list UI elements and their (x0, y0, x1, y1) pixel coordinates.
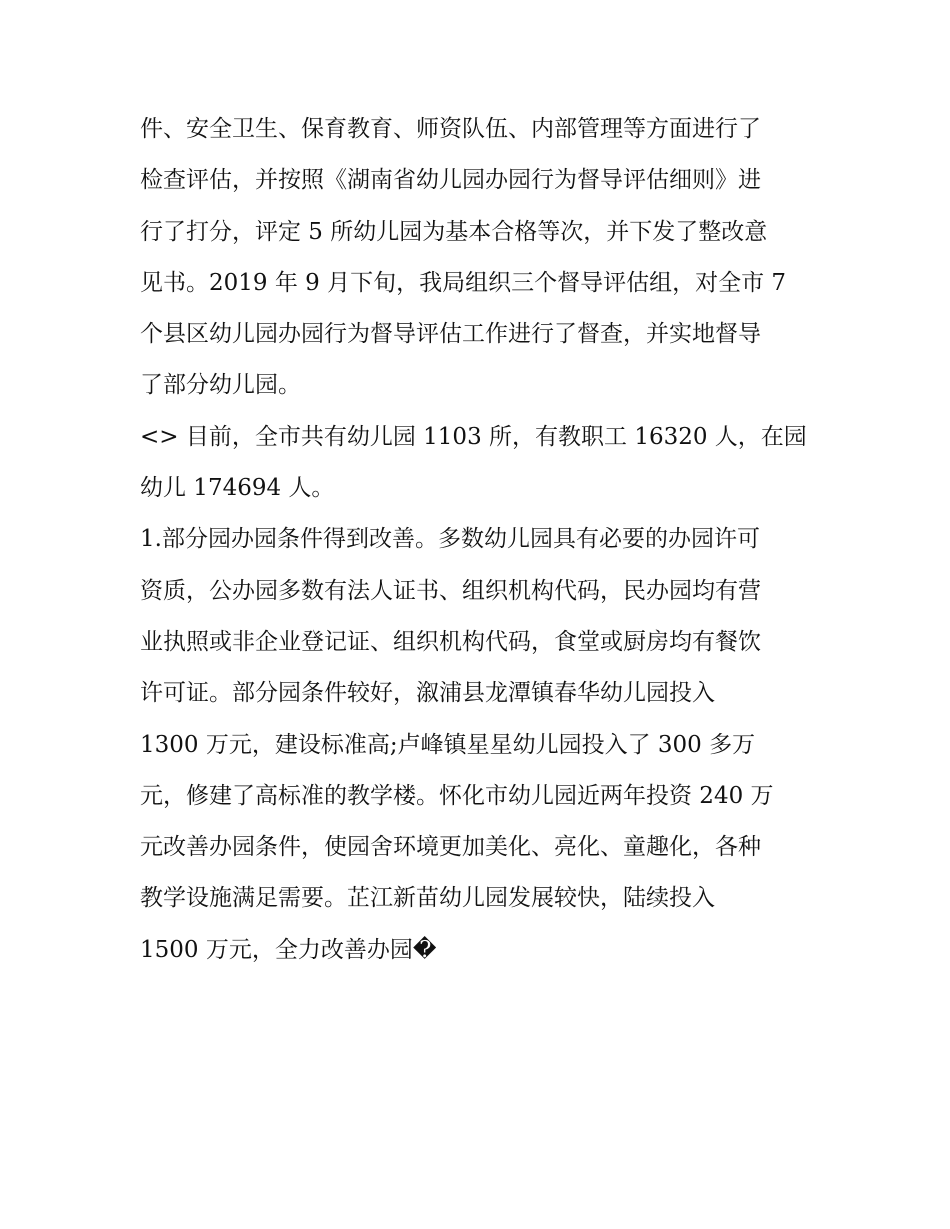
text-line: 业执照或非企业登记证、组织机构代码，食堂或厨房均有餐饮 (140, 628, 761, 655)
text-line: <> 目前，全市共有幼儿园 1103 所，有教职工 16320 人，在园 (140, 423, 807, 450)
text-line: 1300 万元，建设标准高;卢峰镇星星幼儿园投入了 300 多万 (140, 731, 756, 758)
text-line: 资质，公办园多数有法人证书、组织机构代码，民办园均有营 (140, 577, 761, 604)
text-line: 了部分幼儿园。 (140, 372, 301, 399)
text-line: 件、安全卫生、保育教育、师资队伍、内部管理等方面进行了 (140, 116, 761, 142)
text-line: 元改善办园条件，使园舍环境更加美化、亮化、童趣化，各种 (140, 834, 761, 861)
text-line: 个县区幼儿园办园行为督导评估工作进行了督查，并实地督导 (140, 321, 761, 348)
text-line: 元，修建了高标准的教学楼。怀化市幼儿园近两年投资 240 万 (140, 782, 774, 809)
text-line: 1.部分园办园条件得到改善。多数幼儿园具有必要的办园许可 (140, 526, 760, 553)
text-line: 行了打分，评定 5 所幼儿园为基本合格等次，并下发了整改意 (140, 218, 768, 245)
document-body (140, 104, 820, 976)
text-line: 1500 万元，全力改善办园� (140, 936, 437, 963)
text-line: 许可证。部分园条件较好，溆浦县龙潭镇春华幼儿园投入 (140, 680, 715, 707)
text-line: 教学设施满足需要。芷江新苗幼儿园发展较快，陆续投入 (140, 885, 715, 912)
text-line: 见书。2019 年 9 月下旬，我局组织三个督导评估组，对全市 7 (140, 269, 787, 296)
text-line: 检查评估，并按照《湖南省幼儿园办园行为督导评估细则》进 (140, 167, 761, 194)
text-line: 幼儿 174694 人。 (140, 475, 335, 502)
